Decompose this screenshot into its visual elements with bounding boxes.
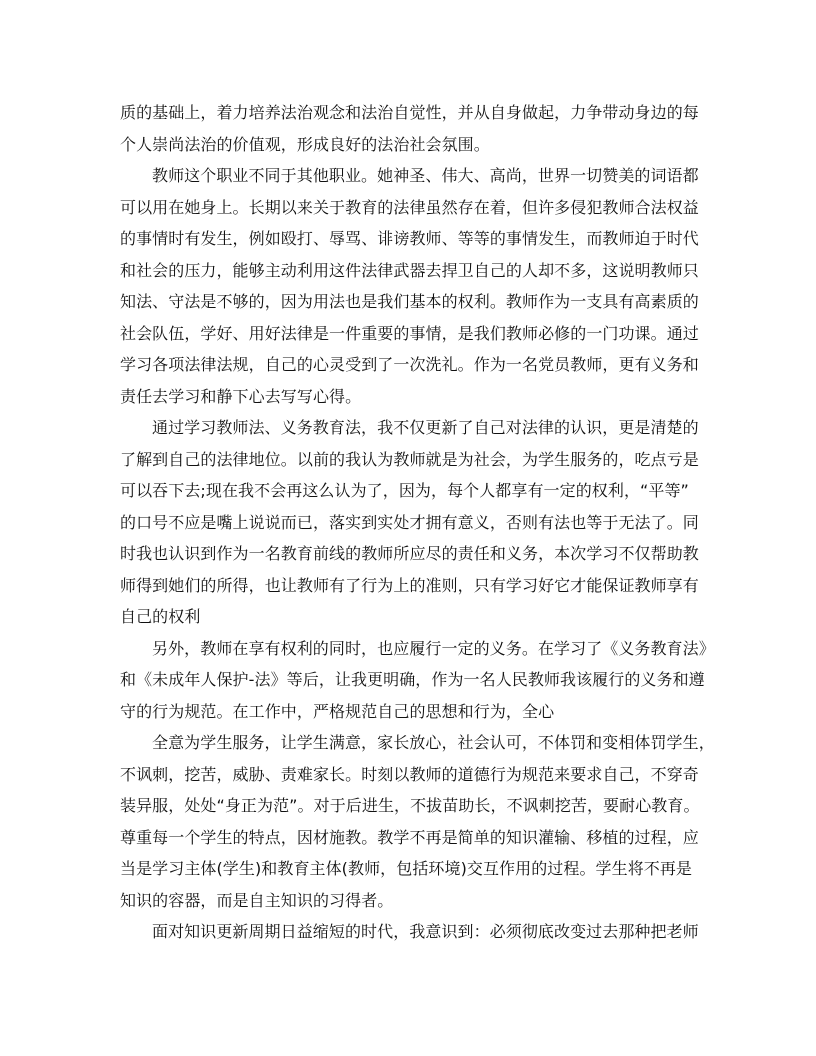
text-line: 尊重每一个学生的特点，因材施教。教学不再是简单的知识灌输、移植的过程，应 [120,827,699,847]
text-line: 和《未成年人保护-法》等后，让我更明确，作为一名人民教师我该履行的义务和遵 [120,670,705,689]
text-line: 责任去学习和静下心去写写心得。 [120,386,362,406]
paragraph-start-line: 通过学习教师法、义务教育法，我不仅更新了自己对法律的认识，更是清楚的 [152,418,699,437]
paragraph-start-line: 教师这个职业不同于其他职业。她神圣、伟大、高尚，世界一切赞美的词语都 [152,166,699,185]
text-line: 自己的权利 [120,607,201,626]
text-line: 可以用在她身上。长期以来关于教育的法律虽然存在着，但许多侵犯教师合法权益 [120,197,699,217]
text-line: 了解到自己的法律地位。以前的我认为教师就是为社会，为学生服务的，吃点亏是 [120,449,699,469]
text-line: 质的基础上，着力培养法治观念和法治自觉性，并从自身做起，力争带动身边的每 [120,103,699,122]
text-line: 师得到她们的所得，也让教师有了行为上的准则，只有学习好它才能保证教师享有 [120,575,699,595]
text-line: 和社会的压力，能够主动利用这件法律武器去捍卫自己的人却不多，这说明教师只 [120,260,699,280]
text-line: 装异服，处处“身正为范”。对于后进生，不拔苗助长，不讽刺挖苦，要耐心教育。 [120,796,700,815]
text-line: 社会队伍，学好、用好法律是一件重要的事情，是我们教师必修的一门功课。通过 [120,323,699,343]
paragraph-start-line: 面对知识更新周期日益缩短的时代，我意识到：必须彻底改变过去那种把老师 [152,922,699,941]
text-line: 个人崇尚法治的价值观，形成良好的法治社会氛围。 [120,134,490,154]
text-line: 守的行为规范。在工作中，严格规范自己的思想和行为，全心 [120,701,555,721]
text-line: 不讽刺，挖苦，威胁、责难家长。时刻以教师的道德行为规范来要求自己，不穿奇 [120,764,699,784]
text-line: 知识的容器，而是自主知识的习得者。 [120,890,394,910]
text-line: 知法、守法是不够的，因为用法也是我们基本的权利。教师作为一支具有高素质的 [120,292,699,311]
text-line: 时我也认识到作为一名教育前线的教师所应尽的责任和义务，本次学习不仅帮助教 [120,544,699,563]
paragraph-start-line: 全意为学生服务，让学生满意，家长放心，社会认可，不体罚和变相体罚学生， [152,733,715,752]
text-line: 可以吞下去;现在我不会再这么认为了，因为，每个人都享有一定的权利，“平等” [120,481,689,500]
text-line: 的口号不应是嘴上说说而已，落实到实处才拥有意义，否则有法也等于无法了。同 [120,512,699,532]
text-line: 当是学习主体(学生)和教育主体(教师，包括环境)交互作用的过程。学生将不再是 [120,859,693,878]
text-line: 学习各项法律法规，自己的心灵受到了一次洗礼。作为一名党员教师，更有义务和 [120,355,699,374]
paragraph-start-line: 另外，教师在享有权利的同时，也应履行一定的义务。在学习了《义务教育法》 [152,638,715,658]
body-text [120,97,715,948]
text-line: 的事情时有发生，例如殴打、辱骂、诽谤教师、等等的事情发生，而教师迫于时代 [120,229,699,248]
